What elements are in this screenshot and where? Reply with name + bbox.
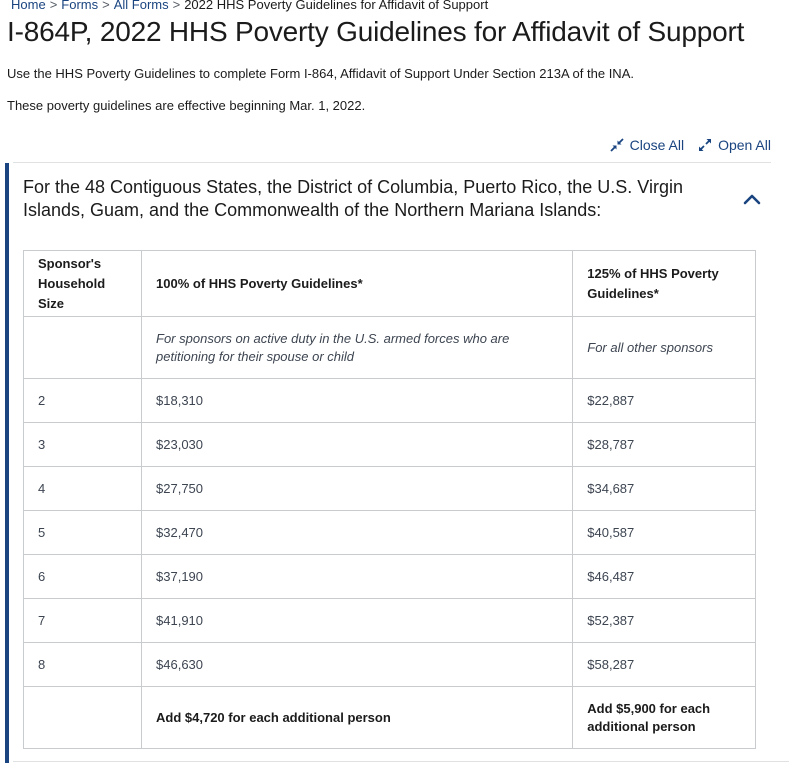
table-row	[24, 555, 756, 599]
guideline-125-cell: $34,687	[573, 467, 756, 511]
household-size-cell: 5	[24, 511, 142, 555]
breadcrumb	[11, 0, 488, 12]
poverty-guidelines-table	[23, 250, 756, 749]
expand-arrows-icon	[698, 138, 712, 152]
household-size-cell: 4	[24, 467, 142, 511]
accordion-heading[interactable]: For the 48 Contiguous States, the District of Columbia, Puerto Rico, the U.S. Virgin Islands, Guam, and the Commonwealth of the Northern Mariana Islands:	[23, 177, 683, 220]
close-all-button[interactable]	[610, 137, 684, 153]
breadcrumb-separator: >	[49, 0, 58, 12]
table-subheader-row	[24, 317, 756, 379]
guideline-125-cell: $40,587	[573, 511, 756, 555]
additional-person-125-cell: Add $5,900 for each additional person	[573, 687, 756, 749]
table-row	[24, 423, 756, 467]
guideline-100-cell: $46,630	[142, 643, 573, 687]
breadcrumb-forms-link[interactable]: Forms	[61, 0, 99, 12]
breadcrumb-separator: >	[172, 0, 181, 12]
guideline-100-cell: $41,910	[142, 599, 573, 643]
guideline-100-cell: $32,470	[142, 511, 573, 555]
household-size-cell: 7	[24, 599, 142, 643]
breadcrumb-all-forms-link[interactable]: All Forms	[113, 0, 169, 12]
open-all-label: Open All	[718, 137, 771, 153]
close-all-label: Close All	[629, 137, 685, 153]
subheader-cell	[24, 317, 142, 379]
additional-person-100-cell: Add $4,720 for each additional person	[142, 687, 573, 749]
table-row	[24, 379, 756, 423]
guideline-125-cell: $46,487	[573, 555, 756, 599]
table-row	[24, 599, 756, 643]
divider	[13, 761, 789, 762]
household-size-cell: 6	[24, 555, 142, 599]
household-size-cell: 2	[24, 379, 142, 423]
collapse-arrows-icon	[610, 138, 624, 152]
table-row	[24, 643, 756, 687]
guideline-100-cell: $27,750	[142, 467, 573, 511]
column-header-125-percent: 125% of HHS Poverty Guidelines*	[573, 251, 756, 317]
chevron-up-icon[interactable]	[743, 192, 761, 206]
open-all-button[interactable]	[698, 137, 771, 153]
table-footer-row	[24, 687, 756, 749]
household-size-cell: 3	[24, 423, 142, 467]
guideline-100-cell: $23,030	[142, 423, 573, 467]
household-size-cell: 8	[24, 643, 142, 687]
breadcrumb-separator: >	[102, 0, 110, 12]
breadcrumb-home-link[interactable]: Home	[11, 0, 46, 12]
breadcrumb-current: 2022 HHS Poverty Guidelines for Affidavit of Support	[184, 0, 489, 12]
column-header-household-size: Sponsor's Household Size	[24, 251, 142, 317]
accordion-controls	[610, 137, 771, 153]
guideline-100-cell: $18,310	[142, 379, 573, 423]
intro-text: Use the HHS Poverty Guidelines to complete Form I-864, Affidavit of Support Under Section 213A of the INA.	[7, 66, 634, 81]
table-row	[24, 467, 756, 511]
subheader-cell: For sponsors on active duty in the U.S. armed forces who are petitioning for their spouse or child	[142, 317, 573, 379]
subheader-cell: For all other sponsors	[573, 317, 756, 379]
guideline-125-cell: $22,887	[573, 379, 756, 423]
guideline-100-cell: $37,190	[142, 555, 573, 599]
guideline-125-cell: $52,387	[573, 599, 756, 643]
table-header-row	[24, 251, 756, 317]
guideline-125-cell: $58,287	[573, 643, 756, 687]
effective-date-text: These poverty guidelines are effective beginning Mar. 1, 2022.	[7, 98, 366, 113]
page-title: I-864P, 2022 HHS Poverty Guidelines for Affidavit of Support	[7, 16, 745, 47]
table-row	[24, 511, 756, 555]
footer-cell	[24, 687, 142, 749]
guideline-125-cell: $28,787	[573, 423, 756, 467]
accordion-contiguous-states	[5, 163, 775, 763]
column-header-100-percent: 100% of HHS Poverty Guidelines*	[142, 251, 573, 317]
